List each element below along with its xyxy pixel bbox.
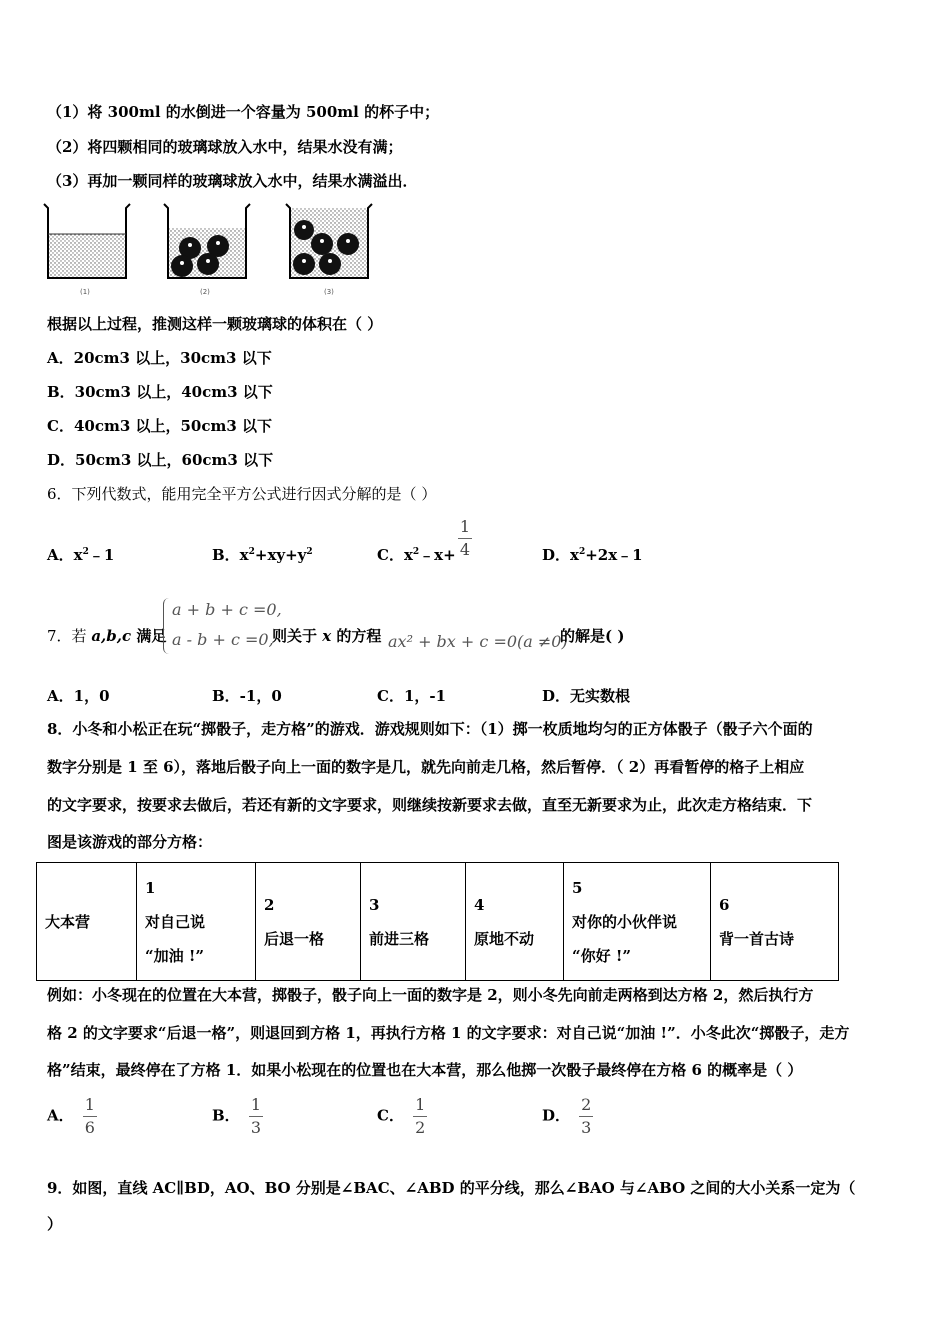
cell-3 bbox=[361, 863, 466, 981]
brace bbox=[163, 598, 170, 654]
q7-then: 则关于 bbox=[272, 627, 323, 645]
cell-number: 2 bbox=[264, 895, 275, 914]
q6-option-b bbox=[212, 542, 313, 565]
q7-x: x bbox=[322, 627, 332, 645]
q6-option-d bbox=[542, 542, 643, 565]
fraction-bar bbox=[413, 1116, 427, 1117]
superscript: 2 bbox=[412, 547, 420, 557]
q6-c-label: C．x bbox=[377, 546, 413, 564]
q9-line-1: 9．如图，直线 AC∥BD，AO、BO 分别是∠BAC、∠ABD 的平分线，那么∠BAO 与∠ABO 之间的大小关系一定为（ bbox=[47, 1179, 856, 1197]
cell-2 bbox=[256, 863, 361, 981]
cell-number: 1 bbox=[145, 878, 156, 897]
option-label: A． bbox=[47, 1106, 74, 1125]
q7-option-a: A．1，0 bbox=[47, 687, 110, 705]
fraction-denominator: 6 bbox=[84, 1118, 95, 1137]
q5-stem: 根据以上过程，推测这样一颗玻璃球的体积在（ ） bbox=[47, 315, 383, 333]
q7-vars: a,b,c bbox=[91, 627, 132, 645]
cell-text: “你好 !” bbox=[572, 946, 632, 965]
superscript: 2 bbox=[578, 547, 586, 557]
fraction-denominator: 3 bbox=[581, 1118, 592, 1137]
fraction-denominator: 3 bbox=[250, 1118, 262, 1137]
cell-text: 后退一格 bbox=[264, 929, 325, 948]
cell-text: 原地不动 bbox=[474, 929, 535, 948]
q5-option-d: D．50cm3 以上，60cm3 以下 bbox=[47, 451, 274, 469]
q7-mid: 满足 bbox=[131, 627, 167, 645]
beaker-label-1: (1) bbox=[80, 288, 90, 296]
fraction bbox=[413, 1096, 427, 1137]
q8-option-c bbox=[377, 1096, 427, 1137]
q6-stem: 6．下列代数式，能用完全平方公式进行因式分解的是（ ） bbox=[47, 485, 437, 503]
q6-c-fraction bbox=[458, 518, 472, 559]
fraction-numerator: 1 bbox=[459, 517, 471, 536]
q7-then2: 的方程 bbox=[331, 627, 382, 645]
q7-option-d: D．无实数根 bbox=[542, 687, 631, 705]
beaker-2 bbox=[164, 204, 250, 278]
q8-stem-line-4: 图是该游戏的部分方格： bbox=[47, 833, 213, 851]
q8-option-a bbox=[47, 1096, 97, 1137]
q8-stem-line-3: 的文字要求，按要求去做后，若还有新的文字要求，则继续按新要求去做，直至无新要求为止，此次走方格结束．下 bbox=[47, 796, 813, 814]
cell-text: 前进三格 bbox=[369, 929, 430, 948]
q5-option-c: C．40cm3 以上，50cm3 以下 bbox=[47, 417, 273, 435]
q7-stem-start bbox=[47, 626, 166, 646]
cell-6 bbox=[711, 863, 839, 981]
fraction-bar bbox=[458, 538, 472, 539]
cell-text: 对自己说 bbox=[145, 912, 206, 931]
q6-b-label: B．x bbox=[212, 546, 249, 564]
cell-text: 背一首古诗 bbox=[719, 929, 795, 948]
superscript: 2 bbox=[82, 547, 89, 557]
cell-text: 对你的小伙伴说 bbox=[572, 912, 678, 931]
step-1: （1）将 300ml 的水倒进一个容量为 500ml 的杯子中； bbox=[47, 103, 440, 121]
option-label: B． bbox=[212, 1106, 240, 1125]
q6-option-a bbox=[47, 542, 114, 565]
step-2: （2）将四颗相同的玻璃球放入水中，结果水没有满； bbox=[47, 138, 403, 156]
q7-option-c: C．1，-1 bbox=[377, 687, 447, 705]
cell-number: 4 bbox=[474, 895, 485, 914]
fraction-bar bbox=[579, 1116, 593, 1117]
cell-text: 大本营 bbox=[45, 912, 91, 931]
q8-example-line-2: 格 2 的文字要求“后退一格”，则退回到方格 1，再执行方格 1 的文字要求：对自己说“加油 !”．小冬此次“掷骰子，走方 bbox=[47, 1024, 850, 1042]
beaker-3 bbox=[286, 204, 372, 278]
q5-option-a: A．20cm3 以上，30cm3 以下 bbox=[47, 349, 272, 367]
q5-option-b: B．30cm3 以上，40cm3 以下 bbox=[47, 383, 273, 401]
fraction-bar bbox=[249, 1116, 263, 1117]
q6-d-tail: +2x﹣1 bbox=[585, 546, 643, 564]
q6-a-label: A．x bbox=[47, 546, 83, 564]
cell-number: 5 bbox=[572, 878, 583, 897]
q6-option-c bbox=[377, 542, 456, 565]
q9-line-2: ） bbox=[47, 1215, 63, 1233]
beaker-label-2: (2) bbox=[200, 288, 210, 296]
beaker-1 bbox=[44, 204, 130, 278]
q8-stem-line-1: 8．小冬和小松正在玩“掷骰子，走方格”的游戏．游戏规则如下：（1）掷一枚质地均匀的正方体骰子（骰子六个面的 bbox=[47, 720, 813, 738]
q6-d-label: D．x bbox=[542, 546, 579, 564]
q6-b-mid: +xy+y bbox=[254, 546, 307, 564]
superscript: 2 bbox=[248, 547, 255, 557]
superscript: 2 bbox=[306, 547, 313, 557]
fraction-bar bbox=[83, 1116, 97, 1117]
fraction-numerator: 1 bbox=[84, 1095, 95, 1114]
q7-prefix: 7．若 bbox=[47, 627, 92, 645]
q7-equation: ax² + bx + c =0(a ≠0) bbox=[388, 632, 568, 651]
q7-eq2: a - b + c =0, bbox=[172, 630, 274, 649]
fraction-numerator: 1 bbox=[415, 1095, 426, 1114]
cell-number: 6 bbox=[719, 895, 730, 914]
fraction-denominator: 2 bbox=[415, 1118, 426, 1137]
q7-option-b: B．-1，0 bbox=[212, 687, 282, 705]
fraction bbox=[83, 1096, 97, 1137]
beaker-label-3: (3) bbox=[324, 288, 334, 296]
option-label: C． bbox=[377, 1106, 404, 1125]
q8-example-line-3: 格”结束，最终停在了方格 1．如果小松现在的位置也在大本营，那么他掷一次骰子最终停在方格 6 的概率是（ ） bbox=[47, 1061, 803, 1079]
q8-option-d bbox=[542, 1096, 593, 1137]
q6-a-tail: ﹣1 bbox=[88, 546, 115, 564]
q6-c-tail: ﹣x+ bbox=[419, 546, 456, 564]
fraction bbox=[579, 1096, 593, 1137]
q8-stem-line-2: 数字分别是 1 至 6），落地后骰子向上一面的数字是几，就先向前走几格，然后暂停．（ 2）再看暂停的格子上相应 bbox=[47, 758, 805, 776]
q8-example-line-1: 例如：小冬现在的位置在大本营，掷骰子，骰子向上一面的数字是 2，则小冬先向前走两格到达方格 2，然后执行方 bbox=[47, 986, 814, 1004]
fraction bbox=[249, 1096, 263, 1137]
fraction-numerator: 1 bbox=[250, 1095, 262, 1114]
cell-number: 3 bbox=[369, 895, 380, 914]
cell-base bbox=[37, 863, 137, 981]
cell-text: “加油 !” bbox=[145, 946, 205, 965]
game-board-table bbox=[36, 862, 839, 981]
fraction-denominator: 4 bbox=[459, 540, 471, 559]
q8-option-b bbox=[212, 1096, 263, 1137]
step-3: （3）再加一颗同样的玻璃球放入水中，结果水满溢出． bbox=[47, 172, 418, 190]
cell-1 bbox=[137, 863, 256, 981]
fraction-numerator: 2 bbox=[581, 1095, 592, 1114]
q7-stem-middle bbox=[272, 626, 381, 646]
cell-4 bbox=[466, 863, 564, 981]
cell-5 bbox=[564, 863, 711, 981]
option-label: D． bbox=[542, 1106, 571, 1125]
beaker-figure bbox=[42, 198, 402, 298]
q7-eq1: a + b + c =0, bbox=[172, 600, 282, 619]
q7-tail: 的解是( ) bbox=[560, 627, 625, 645]
